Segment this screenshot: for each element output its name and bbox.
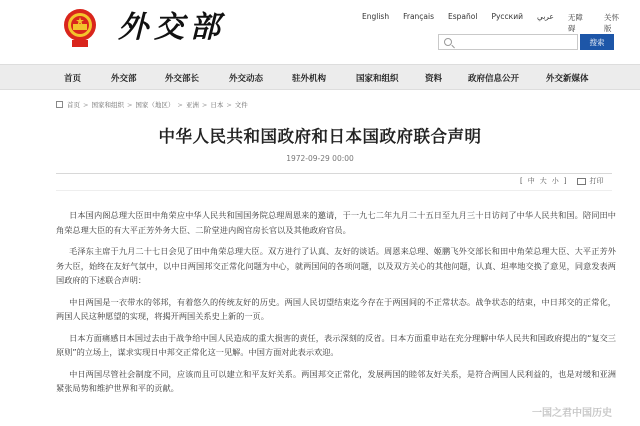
search-input[interactable] (438, 34, 578, 50)
article-body (56, 208, 616, 403)
nav-item-home[interactable]: 首页 (64, 74, 82, 84)
nav-item-materials[interactable]: 资料 (425, 74, 443, 84)
font-size-medium-button[interactable]: 中 (527, 177, 535, 185)
article-tools: [ 中 大 小 ] 打印 (520, 177, 604, 185)
font-size-small-button[interactable]: 小 (551, 177, 559, 185)
nav-item-gov-info[interactable]: 政府信息公开 (468, 74, 520, 84)
print-icon[interactable] (577, 178, 586, 185)
nav-item-new-media[interactable]: 外交新媒体 (546, 74, 589, 84)
lang-russian-link[interactable]: Русский (491, 12, 523, 21)
watermark-text: 一国之君中国历史 (532, 408, 612, 419)
care-mode-link[interactable]: 关怀版 (603, 13, 619, 33)
language-links (362, 12, 640, 34)
search-icon (444, 38, 452, 46)
breadcrumb-home[interactable]: 首页 (67, 101, 80, 109)
breadcrumb-asia[interactable]: 亚洲 (185, 101, 199, 109)
breadcrumb-countries[interactable]: 国家和组织 (91, 101, 124, 109)
tools-divider (56, 190, 612, 191)
article-paragraph: 日本方面痛感日本国过去由于战争给中国人民造成的重大损害的责任，表示深刻的反省。日本方面重申站在充分理解中华人民共和国政府提出的“复交三原则”的立场上，谋求实现日中邦交正常化这一见解。中国方面对此表示欢迎。 (56, 332, 616, 357)
breadcrumb: 首页 > 国家和组织 > 国家（地区） > 亚洲 > 日本 > 文件 (56, 100, 248, 109)
lang-english-link[interactable]: English (362, 12, 390, 21)
breadcrumb-documents[interactable]: 文件 (234, 101, 248, 109)
breadcrumb-regions[interactable]: 国家（地区） (135, 101, 175, 109)
print-button[interactable]: 打印 (589, 177, 604, 185)
main-nav (0, 64, 640, 90)
article-paragraph: 中日两国尽管社会制度不同，应该而且可以建立和平友好关系。两国邦交正常化，发展两国的睦邻友好关系，是符合两国人民利益的，也是对缓和亚洲紧张局势和维护世界和平的贡献。 (56, 368, 616, 393)
lang-french-link[interactable]: Français (403, 12, 435, 21)
national-emblem-icon[interactable] (62, 6, 98, 50)
article-paragraph: 中日两国是一衣带水的邻邦，有着悠久的传统友好的历史。两国人民切望结束迄今存在于两国间的不正常状态。战争状态的结束，中日邦交的正常化，两国人民这种愿望的实现，将揭开两国关系史上新的一页。 (56, 296, 616, 321)
nav-item-missions-abroad[interactable]: 驻外机构 (292, 74, 327, 84)
breadcrumb-japan[interactable]: 日本 (210, 101, 224, 109)
site-header (0, 0, 640, 62)
lang-arabic-link[interactable]: عربي (536, 12, 554, 21)
ministry-logo-text[interactable]: 外交部 (118, 10, 226, 45)
lang-spanish-link[interactable]: Español (448, 12, 478, 21)
title-divider (56, 173, 612, 174)
nav-item-ministry[interactable]: 外交部 (111, 74, 137, 84)
home-icon (56, 101, 63, 108)
nav-item-diplomatic-news[interactable]: 外交动态 (229, 74, 264, 84)
font-size-large-button[interactable]: 大 (539, 177, 547, 185)
publish-date: 1972-09-29 00:00 (286, 154, 354, 163)
accessible-mode-link[interactable]: 无障碍 (567, 13, 583, 33)
page-title: 中华人民共和国政府和日本国政府联合声明 (158, 127, 482, 146)
article-paragraph: 日本国内阁总理大臣田中角荣应中华人民共和国国务院总理周恩来的邀请，于一九七二年九月二十五日至九月三十日访问了中华人民共和国。陪同田中角荣总理大臣的有大平正芳外务大臣、二阶堂进内阁官房长官以及其他政府官员。 (56, 210, 616, 235)
nav-item-countries[interactable]: 国家和组织 (356, 74, 399, 84)
nav-item-minister[interactable]: 外交部长 (165, 74, 200, 84)
search-button[interactable]: 搜索 (580, 34, 614, 50)
article-paragraph: 毛泽东主席于九月二十七日会见了田中角荣总理大臣。双方进行了认真、友好的谈话。周恩来总理、姬鹏飞外交部长和田中角荣总理大臣、大平正芳外务大臣，始终在友好气氛中，以中日两国邦交正常化问题为中心，就两国间的各项问题，以及双方关心的其他问题，认真、坦率地交换了意见，同意发表两国政府的下述联合声明： (56, 246, 616, 285)
